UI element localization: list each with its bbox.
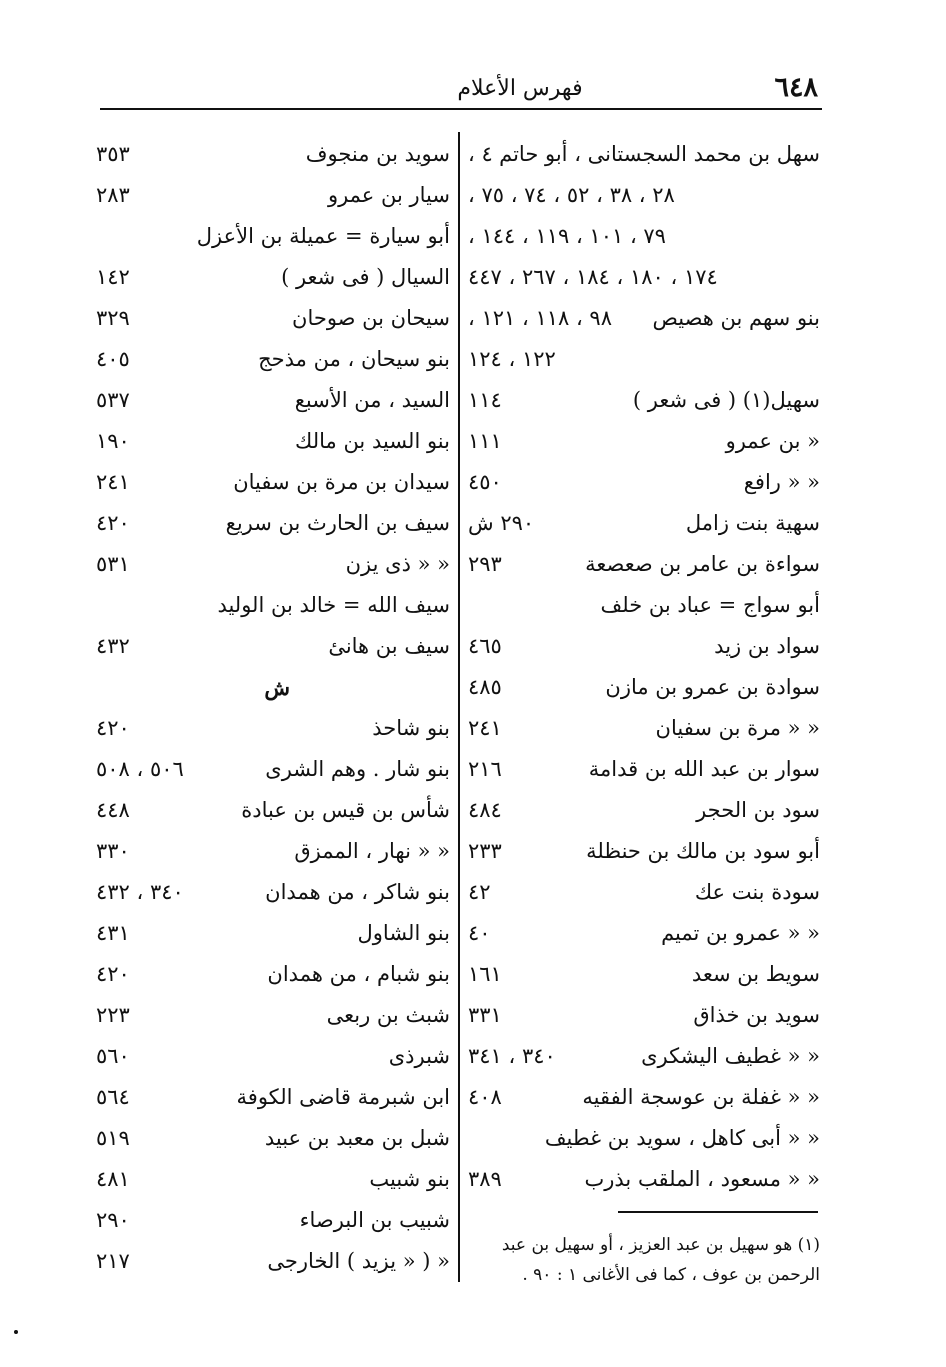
- entry-pages: ٣٨٩: [468, 1167, 502, 1191]
- index-entry: [468, 380, 820, 421]
- index-entry: [468, 913, 820, 954]
- entry-name: شأس بن قيس بن عبادة: [241, 798, 450, 822]
- entry-name: « « غفلة بن عوسجة الفقيه: [582, 1085, 820, 1109]
- entry-pages: ٢٤١: [96, 470, 130, 494]
- page-number: ٦٤٨: [774, 72, 818, 103]
- index-entry: [96, 913, 450, 954]
- entry-pages: ٥٣١: [96, 552, 130, 576]
- index-entry: [468, 995, 820, 1036]
- entry-pages: ٢١٦: [468, 757, 502, 781]
- index-entry: [468, 667, 820, 708]
- entry-pages: ٥٦٠: [96, 1044, 130, 1068]
- entry-pages: ٥٣٧: [96, 388, 130, 412]
- index-entry: [468, 790, 820, 831]
- entry-name: شبث بن ربعى: [326, 1003, 450, 1027]
- index-entry: [468, 626, 820, 667]
- index-entry: [96, 585, 450, 626]
- entry-pages: ٤٥٠: [468, 470, 502, 494]
- index-entry: [468, 954, 820, 995]
- entry-name: بنو شار . وهم الشرى: [265, 757, 450, 781]
- index-entry: [468, 544, 820, 585]
- entry-pages: ١١١: [468, 429, 502, 453]
- entry-name: أبو سود بن مالك بن حنظلة: [586, 839, 820, 863]
- letter-heading: [96, 667, 450, 708]
- entry-pages: ٢٢٣: [96, 1003, 130, 1027]
- entry-name: « « ذى يزن: [345, 552, 450, 576]
- entry-pages: ٤٢٠: [96, 962, 130, 986]
- entry-pages: ٤٠٥: [96, 347, 130, 371]
- entry-name: سهية بنت زامل: [685, 511, 820, 535]
- entry-pages: ٤ ،: [468, 142, 493, 166]
- footnote: (١) هو سهيل بن عبد العزيز ، أو سهيل بن عبد الرحمن بن عوف ، كما فى الأغانى ١ : ٩٠ .: [501, 1235, 820, 1285]
- index-entry: [468, 175, 820, 216]
- index-entry: [468, 1036, 820, 1077]
- entry-name: سوادة بن عمرو بن مازن: [605, 675, 820, 699]
- index-entry: [96, 749, 450, 790]
- index-entry: [468, 216, 820, 257]
- entry-pages: ٤٢٠: [96, 716, 130, 740]
- entry-name: السيد ، من الأسبع: [294, 388, 450, 412]
- entry-name: سويط بن سعد: [691, 962, 820, 986]
- entry-pages: ٢١٧: [96, 1249, 130, 1273]
- index-entry: [96, 503, 450, 544]
- index-entry: [468, 462, 820, 503]
- index-entry: [96, 421, 450, 462]
- index-entry: [96, 1077, 450, 1118]
- index-entry: [96, 954, 450, 995]
- index-entry: [96, 339, 450, 380]
- index-entry: [96, 790, 450, 831]
- entry-name: سيف بن الحارث بن سريع: [225, 511, 450, 535]
- index-entry: [468, 1159, 820, 1200]
- entry-pages: ١٧٤ ، ١٨٠ ، ١٨٤ ، ٢٦٧ ، ٤٤٧: [468, 265, 718, 289]
- entry-name: بنو سهم بن هصيص: [652, 306, 820, 330]
- entry-pages: ٤٨١: [96, 1167, 130, 1191]
- entry-name: سواءة بن عامر بن صعصعة: [585, 552, 820, 576]
- index-entry: [468, 421, 820, 462]
- entry-pages: ٤٢: [468, 880, 491, 904]
- entry-pages: ٤٠٨: [468, 1085, 502, 1109]
- entry-pages: ١١٤: [468, 388, 502, 412]
- index-entry: [468, 749, 820, 790]
- index-column-right: [468, 134, 820, 1200]
- index-entry: [96, 708, 450, 749]
- entry-name: سهل بن محمد السجستانى ، أبو حاتم: [499, 142, 820, 166]
- running-title: فهرس الأعلام: [457, 76, 583, 101]
- entry-pages: ١٩٠: [96, 429, 130, 453]
- entry-name: السيال ( فى شعر ): [281, 265, 450, 289]
- entry-pages: ٣٥٣: [96, 142, 130, 166]
- entry-name: بنو شبيب: [369, 1167, 450, 1191]
- index-entry: [468, 1118, 820, 1159]
- entry-pages: ٢٩٠ ش: [468, 511, 535, 535]
- entry-name: سود بن الحجر: [696, 798, 820, 822]
- index-entry: [96, 1036, 450, 1077]
- entry-name: بنو شاحذ: [372, 716, 450, 740]
- entry-pages: ٥٦٤: [96, 1085, 130, 1109]
- entry-pages: ٩٨ ، ١١٨ ، ١٢١ ،: [468, 306, 612, 330]
- entry-name: « « غطيف اليشكرى: [641, 1044, 820, 1068]
- entry-pages: ٤٤٨: [96, 798, 130, 822]
- entry-pages: ٤٣١: [96, 921, 130, 945]
- entry-name: سوار بن عبد الله بن قدامة: [588, 757, 820, 781]
- index-entry: [468, 708, 820, 749]
- entry-pages: ١٦١: [468, 962, 502, 986]
- index-entry: [96, 216, 450, 257]
- stray-mark: [14, 1330, 18, 1334]
- entry-name: سويد بن خذاق: [693, 1003, 820, 1027]
- entry-name: بنو شاكر ، من همدان: [265, 880, 450, 904]
- index-entry: [96, 134, 450, 175]
- index-entry: [468, 831, 820, 872]
- entry-name: « « مسعود ، الملقب بذرب: [584, 1167, 820, 1191]
- index-entry: [468, 585, 820, 626]
- index-entry: [96, 257, 450, 298]
- entry-name: أبو سواج = عباد بن خلف: [600, 593, 820, 617]
- entry-pages: ١٢٢ ، ١٢٤: [468, 347, 556, 371]
- index-column-left: [96, 134, 450, 1282]
- entry-pages: ٣٣٠: [96, 839, 130, 863]
- index-entry: [96, 872, 450, 913]
- entry-pages: ٢٣٣: [468, 839, 502, 863]
- entry-pages: ٢٩٠: [96, 1208, 130, 1232]
- entry-name: شبل بن معبد بن عبيد: [264, 1126, 450, 1150]
- entry-pages: ٥١٩: [96, 1126, 130, 1150]
- index-entry: [96, 298, 450, 339]
- index-entry: [96, 1118, 450, 1159]
- entry-pages: ١٤٢: [96, 265, 130, 289]
- entry-pages: ٤٦٥: [468, 634, 502, 658]
- entry-pages: ٤٨٤: [468, 798, 502, 822]
- entry-name: « « عمرو بن تميم: [661, 921, 820, 945]
- entry-name: « « مرة بن سفيان: [655, 716, 820, 740]
- entry-pages: ٣٤٠ ، ٤٣٢: [96, 880, 184, 904]
- entry-name: « « نهار ، الممزق: [294, 839, 450, 863]
- index-entry: [96, 1241, 450, 1282]
- entry-pages: ٣٤٠ ، ٣٤١: [468, 1044, 556, 1068]
- index-entry: [468, 872, 820, 913]
- entry-name: بنو السيد بن مالك: [295, 429, 450, 453]
- entry-name: شبرذى: [388, 1044, 450, 1068]
- entry-pages: ٤٨٥: [468, 675, 502, 699]
- entry-name: سيدان بن مرة بن سفيان: [233, 470, 450, 494]
- entry-pages: ٤٢٠: [96, 511, 130, 535]
- entry-name: سيف بن هانئ: [328, 634, 450, 658]
- index-entry: [468, 339, 820, 380]
- index-entry: [468, 1077, 820, 1118]
- page-header: [100, 68, 822, 110]
- entry-name: ابن شبرمة قاضى الكوفة: [236, 1085, 450, 1109]
- entry-name: أبو سيارة = عميلة بن الأعزل: [196, 224, 450, 248]
- index-entry: [96, 626, 450, 667]
- entry-pages: ٤٣٢: [96, 634, 130, 658]
- entry-pages: ٥٠٦ ، ٥٠٨: [96, 757, 184, 781]
- entry-name: سودة بنت عك: [694, 880, 820, 904]
- index-entry: [96, 544, 450, 585]
- entry-name: سيف الله = خالد بن الوليد: [217, 593, 450, 617]
- entry-pages: ٢٤١: [468, 716, 502, 740]
- entry-name: سيحان بن صوحان: [292, 306, 450, 330]
- entry-pages: ٣٣١: [468, 1003, 502, 1027]
- entry-name: بنو الشاول: [357, 921, 450, 945]
- entry-name: « « رافع: [743, 470, 820, 494]
- entry-name: سويد بن منجوف: [305, 142, 450, 166]
- entry-name: « بن عمرو: [725, 429, 820, 453]
- index-entry: [96, 995, 450, 1036]
- entry-name: بنو سيحان ، من مذحج: [258, 347, 450, 371]
- entry-name: شبيب بن البرصاء: [299, 1208, 450, 1232]
- index-entry: [468, 134, 820, 175]
- entry-pages: ٧٩ ، ١٠١ ، ١١٩ ، ١٤٤ ،: [468, 224, 666, 248]
- entry-name: سيار بن عمرو: [327, 183, 450, 207]
- entry-pages: ٣٢٩: [96, 306, 130, 330]
- index-entry: [96, 462, 450, 503]
- entry-name: بنو شبام ، من همدان: [267, 962, 450, 986]
- entry-pages: ٢٨ ، ٣٨ ، ٥٢ ، ٧٤ ، ٧٥ ،: [468, 183, 675, 207]
- entry-name: « « أبى كاهل ، سويد بن غطيف: [544, 1126, 820, 1150]
- index-entry: [96, 1200, 450, 1241]
- column-divider: [458, 132, 460, 1282]
- index-entry: [468, 298, 820, 339]
- index-entry: [468, 503, 820, 544]
- index-entry: [96, 380, 450, 421]
- entry-pages: ٢٩٣: [468, 552, 502, 576]
- index-entry: [468, 257, 820, 298]
- footnote-rule: [618, 1211, 818, 1213]
- entry-pages: ٢٨٣: [96, 183, 130, 207]
- entry-name: « ( « يزيد ) الخارجى: [267, 1249, 450, 1273]
- entry-pages: ٤٠: [468, 921, 491, 945]
- index-entry: [96, 831, 450, 872]
- entry-name: سهيل(١) ( فى شعر ): [632, 388, 820, 412]
- index-entry: [96, 1159, 450, 1200]
- index-entry: [96, 175, 450, 216]
- entry-name: سواد بن زيد: [714, 634, 820, 658]
- entry-name: ش: [264, 675, 290, 700]
